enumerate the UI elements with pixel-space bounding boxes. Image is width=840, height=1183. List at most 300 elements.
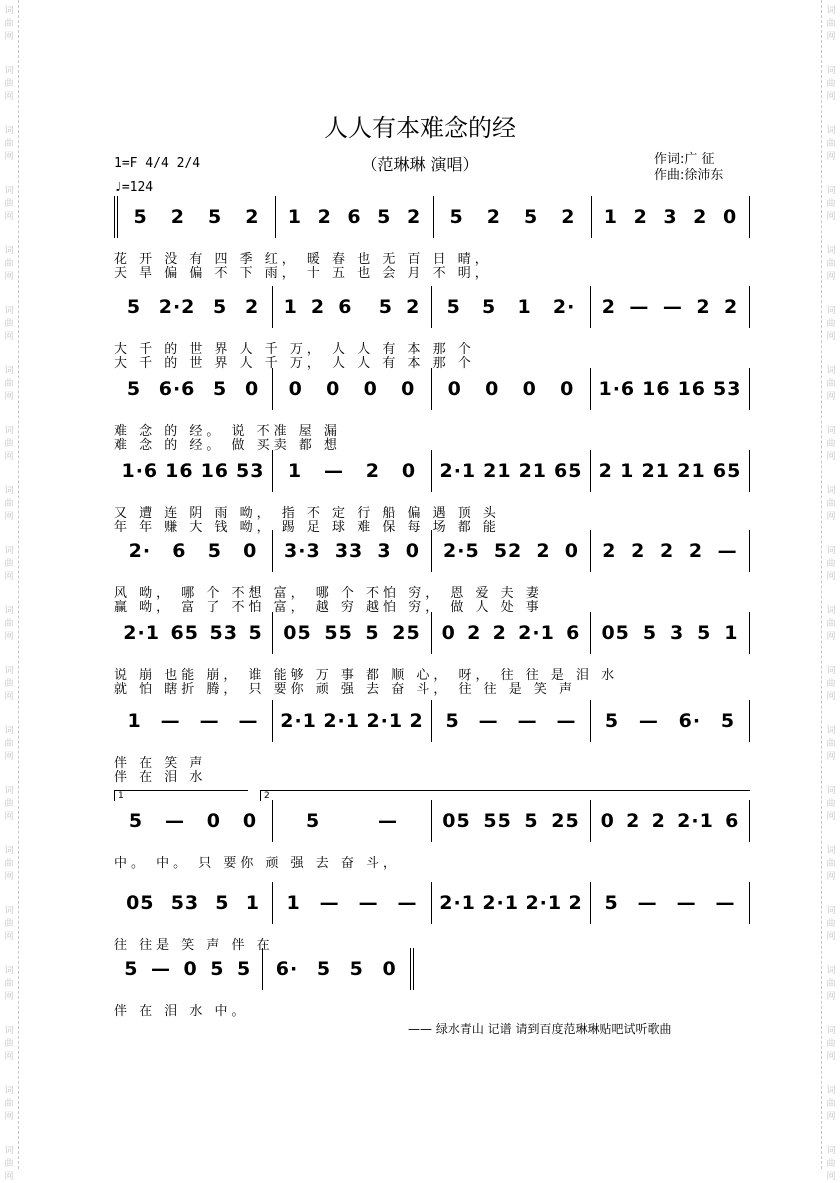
note: 16 [165,460,194,482]
watermark-glyph: 词 [826,786,836,796]
note: 5 [604,892,619,914]
watermark-glyph: 网 [826,572,836,582]
note: 1 [127,710,142,732]
note: 0 [382,958,397,980]
measure [114,450,273,492]
watermark-glyph: 词 [4,6,14,16]
measure [591,286,750,328]
composer: 作曲:徐沛东 [654,168,724,183]
measure [273,368,432,410]
note: 5 [215,892,230,914]
note: 2 [365,460,380,482]
note: 0 [401,378,416,400]
note: 6 [725,810,740,832]
watermark-glyph: 词 [826,1086,836,1096]
watermark-glyph: 词 [826,246,836,256]
note: 2·1 [525,892,563,914]
measure [114,948,263,990]
key-time-signature: 1=F 4/4 2/4 [114,156,201,171]
note: 65 [554,460,583,482]
lyric-line: 又 遭 连 阴 雨 呦， 指 不 定 行 船 偏 遇 顶 头 [114,506,500,521]
watermark-glyph: 词 [826,366,836,376]
measure [114,530,273,572]
lyric-line: 往 往是 笑 声 伴 在 [114,938,274,953]
notation-line [114,700,750,742]
lyric-line: 花 开 没 有 四 季 红， 暖 春 也 无 百 日 晴， [114,252,492,267]
note: 53 [236,460,265,482]
note: 2· [552,296,576,318]
note: 2 [602,540,617,562]
note: 05 [126,892,155,914]
note: — [715,892,736,914]
note: 0 [600,810,615,832]
measure [114,286,273,328]
watermark-glyph: 网 [4,92,14,102]
note: 5 [446,296,461,318]
volta-bracket: 1 [114,790,248,801]
watermark-glyph: 曲 [826,379,836,389]
watermark-glyph: 曲 [4,799,14,809]
measure [591,368,750,410]
watermark-glyph: 网 [826,332,836,342]
watermark-glyph: 曲 [4,319,14,329]
measure [432,800,591,842]
note: 2·1 [323,710,360,732]
note: 0 [405,540,420,562]
watermark-glyph: 网 [4,32,14,42]
note: 0 [441,622,456,644]
lyric-line: 大 千 的 世 界 人 千 万， 人 人 有 本 那 个 [114,356,475,371]
watermark-glyph: 网 [826,92,836,102]
note: 0 [485,378,500,400]
lyric-line: 伴 在 泪 水 中。 [114,1004,249,1019]
notation-line [114,368,750,410]
note: 6· [275,958,299,980]
watermark-glyph: 词 [826,426,836,436]
notation-line [114,948,414,990]
watermark-glyph: 网 [4,1112,14,1122]
watermark-glyph: 网 [4,752,14,762]
watermark-glyph: 词 [826,66,836,76]
measure [432,700,591,742]
note: 2· [128,540,152,562]
watermark-glyph: 曲 [826,859,836,869]
watermark-glyph: 网 [826,1172,836,1182]
note: 2 [651,810,666,832]
note: 3 [377,540,392,562]
note: 5 [720,710,736,732]
measure [432,368,591,410]
note: 0 [522,378,537,400]
measure [432,450,591,492]
watermark-glyph: 词 [826,126,836,136]
note: 2 [244,296,260,318]
note: 5 [213,378,228,400]
watermark-glyph: 曲 [4,1039,14,1049]
note: 0 [363,378,378,400]
note: 2 [409,710,424,732]
watermark-glyph: 词 [4,1146,14,1156]
measure [273,530,432,572]
lyric-line: 难 念 的 经。 做 买卖 都 想 [114,438,341,453]
watermark-glyph: 曲 [826,19,836,29]
watermark-glyph: 曲 [4,679,14,689]
note: 5 [697,622,712,644]
note: 2 [492,622,507,644]
watermark-glyph: 网 [826,752,836,762]
watermark-glyph: 词 [826,546,836,556]
watermark-glyph: 网 [826,212,836,222]
watermark-glyph: 词 [4,606,14,616]
note: 2·1 [439,460,477,482]
watermark-glyph: 曲 [4,619,14,629]
watermark-glyph: 网 [826,692,836,702]
note: 0 [288,378,303,400]
notation-line [114,450,750,492]
watermark-glyph: 曲 [826,559,836,569]
note: — [150,958,171,980]
watermark-glyph: 词 [4,726,14,736]
watermark-glyph: 网 [4,632,14,642]
note: 2 [633,206,648,228]
watermark-glyph: 网 [4,452,14,462]
note: 1 [287,460,303,482]
note: 33 [334,540,364,562]
note: 0 [243,540,258,562]
watermark-glyph: 网 [4,332,14,342]
watermark-glyph: 词 [4,906,14,916]
note: 3 [669,622,685,644]
note: 53 [209,622,238,644]
lyric-line: 风 呦， 哪 个 不想 富， 哪 个 不怕 穷， 恩 爱 夫 妻 [114,586,543,601]
watermark-glyph: 词 [826,606,836,616]
note: 5 [213,296,228,318]
watermark-glyph: 网 [4,392,14,402]
note: 2 [170,206,185,228]
watermark-glyph: 曲 [826,619,836,629]
watermark-glyph: 网 [826,152,836,162]
note: 5 [305,810,321,832]
note: 21 [518,460,548,482]
watermark-glyph: 曲 [826,79,836,89]
measure [273,800,432,842]
note: 5 [126,378,142,400]
note: 1 [620,460,635,482]
note: — [517,710,538,732]
notation-line [114,196,750,238]
measure [114,882,273,924]
watermark-glyph: 曲 [4,1099,14,1109]
watermark-glyph: 网 [4,1172,14,1182]
note: 5 [126,296,142,318]
watermark-glyph: 曲 [826,979,836,989]
measure [591,450,750,492]
note: 5 [377,206,392,228]
note: 2 [486,206,501,228]
watermark-glyph: 曲 [4,559,14,569]
watermark-glyph: 曲 [826,259,836,269]
watermark-glyph: 曲 [4,139,14,149]
lyric-line: 伴 在 泪 水 [114,770,207,785]
note: 2 [317,206,332,228]
note: 05 [442,810,471,832]
note: 1 [517,296,532,318]
note: 0 [564,540,579,562]
watermark-glyph: 曲 [4,859,14,869]
watermark-glyph: 词 [4,546,14,556]
note: 16 [200,460,230,482]
watermark-glyph: 网 [4,272,14,282]
note: 0 [560,378,575,400]
watermark-glyph: 网 [826,992,836,1002]
left-margin-watermark [0,0,19,1182]
watermark-glyph: 网 [826,812,836,822]
lyric-line: 就 怕 瞎折 腾， 只 要你 顽 强 去 奋 斗， 往 往 是 笑 声 [114,682,576,697]
note: 5 [128,810,144,832]
note: 3·3 [284,540,321,562]
note: 53 [713,378,742,400]
watermark-glyph: 曲 [826,199,836,209]
note: 2 [724,296,739,318]
measure [591,612,750,654]
right-margin-watermark [821,0,840,1182]
note: 5 [133,206,148,228]
note: 5 [642,622,658,644]
note: 1 [287,206,303,228]
watermark-glyph: 词 [4,1086,14,1096]
watermark-glyph: 网 [4,932,14,942]
watermark-glyph: 词 [826,846,836,856]
note: 5 [349,958,364,980]
measure [591,882,750,924]
watermark-glyph: 词 [826,666,836,676]
note: 2 [626,810,641,832]
watermark-glyph: 曲 [826,499,836,509]
lyric-line: 大 千 的 世 界 人 千 万， 人 人 有 本 那 个 [114,342,475,357]
note: 5 [207,540,222,562]
watermark-glyph: 词 [826,486,836,496]
notation-line [114,612,750,654]
watermark-glyph: 网 [826,1052,836,1062]
note: 2·1 [482,892,519,914]
lyric-line: 说 崩 也能 崩， 谁 能够 万 事 都 顺 心， 呀， 往 往 是 泪 水 [114,668,619,683]
watermark-glyph: 网 [4,992,14,1002]
watermark-glyph: 网 [826,512,836,522]
note: — [662,296,683,318]
watermark-glyph: 词 [826,1146,836,1156]
watermark-glyph: 词 [4,186,14,196]
note: 21 [641,460,670,482]
watermark-glyph: 词 [826,306,836,316]
watermark-glyph: 网 [826,932,836,942]
note: 2 [245,206,260,228]
measure [432,530,591,572]
note: 0 [722,206,738,228]
note: 6 [338,296,353,318]
watermark-glyph: 网 [4,872,14,882]
note: 52 [493,540,523,562]
note: 6 [172,540,187,562]
note: 5 [524,206,539,228]
note: 1 [286,892,301,914]
note: 1·6 [598,378,636,400]
note: 2 [693,206,708,228]
watermark-glyph: 曲 [4,1159,14,1169]
measure [591,530,750,572]
lyric-line: 天 旱 偏 偏 不 下 雨， 十 五 也 会 月 不 明， [114,266,492,281]
measure [591,700,750,742]
watermark-glyph: 词 [826,966,836,976]
watermark-glyph: 曲 [826,1099,836,1109]
note: 1 [245,892,260,914]
watermark-glyph: 曲 [4,739,14,749]
watermark-glyph: 网 [4,812,14,822]
note: — [199,710,220,732]
note: 21 [483,460,512,482]
note: 5 [208,206,223,228]
watermark-glyph: 词 [826,186,836,196]
note: 5 [236,958,252,980]
note: 53 [170,892,200,914]
note: 5 [482,296,497,318]
watermark-glyph: 网 [826,452,836,462]
measure [592,196,750,238]
measure [276,196,434,238]
lyric-line: 伴 在 笑 声 [114,756,207,771]
note: 2·1 [439,892,476,914]
measure [432,286,591,328]
note: 0 [206,810,221,832]
note: 2 [688,540,704,562]
watermark-glyph: 网 [826,872,836,882]
watermark-glyph: 网 [826,1112,836,1122]
watermark-glyph: 词 [826,6,836,16]
note: 21 [677,460,706,482]
note: 2 [601,296,616,318]
note: 1 [283,296,298,318]
watermark-glyph: 曲 [4,499,14,509]
note: 2 [696,296,711,318]
measure [273,286,432,328]
note: 6·6 [158,378,196,400]
note: 6· [678,710,702,732]
notation-line [114,800,750,842]
note: 2 [659,540,675,562]
author-credits [654,152,723,184]
note: — [378,810,399,832]
watermark-glyph: 词 [4,786,14,796]
note: — [323,460,344,482]
note: 2 [406,206,422,228]
note: 5 [445,710,460,732]
watermark-glyph: 网 [4,692,14,702]
lyric-line: 赢 呦， 富 了 不怕 富， 越 穷 越怕 穷， 做 人 处 事 [114,600,543,615]
note: 05 [601,622,630,644]
note: 0 [244,378,260,400]
measure [114,368,273,410]
note: 55 [483,810,512,832]
note: 16 [677,378,707,400]
watermark-glyph: 词 [4,126,14,136]
note: 5 [449,206,464,228]
note: 1 [603,206,619,228]
note: 5 [124,958,139,980]
lyric-line: 年 年 赚 大 钱 呦， 踢 足 球 难 保 每 场 都 能 [114,520,500,535]
watermark-glyph: 网 [826,272,836,282]
watermark-glyph: 曲 [826,1039,836,1049]
watermark-glyph: 词 [826,906,836,916]
watermark-glyph: 曲 [826,739,836,749]
measure [114,196,276,238]
note: 2 [631,540,646,562]
notation-line [114,530,750,572]
watermark-glyph: 曲 [4,199,14,209]
watermark-glyph: 曲 [4,19,14,29]
note: — [637,892,658,914]
note: 5 [378,296,393,318]
note: 2 [598,460,613,482]
watermark-glyph: 网 [826,632,836,642]
note: 2 [561,206,576,228]
note: 6 [347,206,362,228]
note: — [478,710,499,732]
note: 5 [365,622,380,644]
notation-line [114,882,750,924]
measure [114,612,273,654]
note: 2 [310,296,326,318]
watermark-glyph: 曲 [4,439,14,449]
note: 65 [170,622,199,644]
watermark-glyph: 网 [4,212,14,222]
measure [434,196,592,238]
note: — [358,892,379,914]
watermark-glyph: 网 [4,1052,14,1062]
note: 2·5 [443,540,480,562]
note: 2·2 [158,296,196,318]
watermark-glyph: 词 [4,966,14,976]
watermark-glyph: 词 [4,666,14,676]
note: 5 [524,810,539,832]
note: 2·1 [280,710,317,732]
note: 0 [326,378,341,400]
measure [432,612,591,654]
note: 0 [242,810,258,832]
note: 5 [210,958,225,980]
note: 2·1 [677,810,714,832]
note: 0 [401,460,417,482]
note: — [164,810,185,832]
note: 0 [183,958,198,980]
watermark-glyph: 曲 [826,439,836,449]
watermark-glyph: 曲 [826,1159,836,1169]
watermark-glyph: 词 [4,66,14,76]
note: 2 [536,540,551,562]
measure [273,450,432,492]
measure [273,882,432,924]
note: 1·6 [121,460,159,482]
note: — [638,710,659,732]
measure [591,800,750,842]
song-title: 人人有本难念的经 [324,114,516,142]
watermark-glyph: 曲 [826,679,836,689]
watermark-glyph: 曲 [4,379,14,389]
watermark-glyph: 网 [4,152,14,162]
singer-credit: （范琳琳 演唱） [361,155,479,174]
watermark-glyph: 词 [826,1026,836,1036]
note: 2·1 [366,710,404,732]
lyric-line: 难 念 的 经。 说 不准 屋 漏 [114,424,341,439]
watermark-glyph: 曲 [4,919,14,929]
